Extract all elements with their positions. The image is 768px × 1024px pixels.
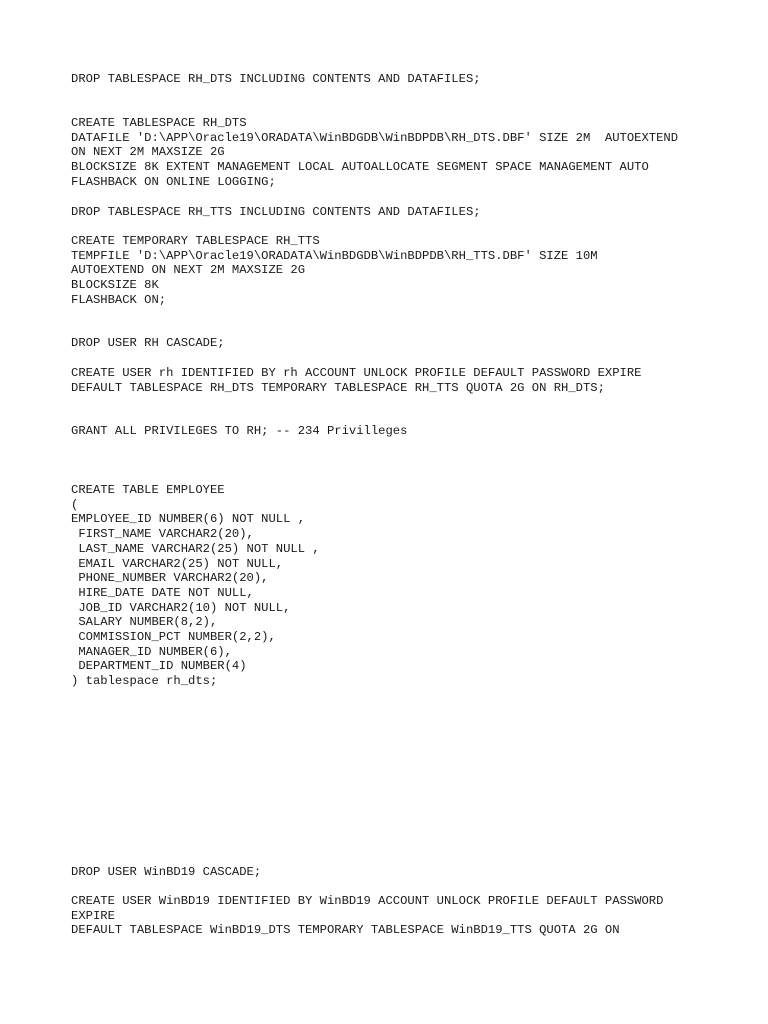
sql-create-table-employee: CREATE TABLE EMPLOYEE ( EMPLOYEE_ID NUMBER(6) NOT NULL , FIRST_NAME VARCHAR2(20), LAST_NAME VARCHAR2(25) NOT NULL , EMAIL VARCHAR2(25) NOT NULL, PHONE_NUMBER VARCHAR2(20), HIRE_DATE DATE NOT NULL, JOB_ID VARCHAR2(10) NOT NULL, SALARY NUMBER(8,2), COMMISSION_PCT NUMBER(2,2), MANAGER_ID NUMBER(6), DEPARTMENT_ID NUMBER(4) ) tablespace rh_dts; xyxy=(71,483,320,689)
sql-drop-user-rh: DROP USER RH CASCADE; xyxy=(71,336,225,350)
sql-create-temp-tablespace-rh-tts: CREATE TEMPORARY TABLESPACE RH_TTS TEMPFILE 'D:\APP\Oracle19\ORADATA\WinBDGDB\WinBDPDB\RH_TTS.DBF' SIZE 10M AUTOEXTEND ON NEXT 2M MAXSIZE 2G BLOCKSIZE 8K FLASHBACK ON; xyxy=(71,234,598,307)
sql-drop-tablespace-rh-tts: DROP TABLESPACE RH_TTS INCLUDING CONTENTS AND DATAFILES; xyxy=(71,205,481,219)
sql-drop-tablespace-rh-dts: DROP TABLESPACE RH_DTS INCLUDING CONTENTS AND DATAFILES; xyxy=(71,72,481,86)
sql-create-user-rh: CREATE USER rh IDENTIFIED BY rh ACCOUNT UNLOCK PROFILE DEFAULT PASSWORD EXPIRE DEFAULT TABLESPACE RH_DTS TEMPORARY TABLESPACE RH_TTS QUOTA 2G ON RH_DTS; xyxy=(71,366,642,395)
sql-drop-user-winbd19: DROP USER WinBD19 CASCADE; xyxy=(71,865,262,879)
sql-create-tablespace-rh-dts: CREATE TABLESPACE RH_DTS DATAFILE 'D:\APP\Oracle19\ORADATA\WinBDGDB\WinBDPDB\RH_DTS.DBF' SIZE 2M AUTOEXTEND ON NEXT 2M MAXSIZE 2G BLOCKSIZE 8K EXTENT MANAGEMENT LOCAL AUTOALLOCATE SEGMENT SPACE MANAGEMENT AUTO FLASHBACK ON ONLINE LOGGING; xyxy=(71,116,679,189)
sql-create-user-winbd19: CREATE USER WinBD19 IDENTIFIED BY WinBD19 ACCOUNT UNLOCK PROFILE DEFAULT PASSWORD EXPIRE DEFAULT TABLESPACE WinBD19_DTS TEMPORARY TABLESPACE WinBD19_TTS QUOTA 2G ON xyxy=(71,894,664,938)
sql-grant-privileges-rh: GRANT ALL PRIVILEGES TO RH; -- 234 Privilleges xyxy=(71,424,408,438)
